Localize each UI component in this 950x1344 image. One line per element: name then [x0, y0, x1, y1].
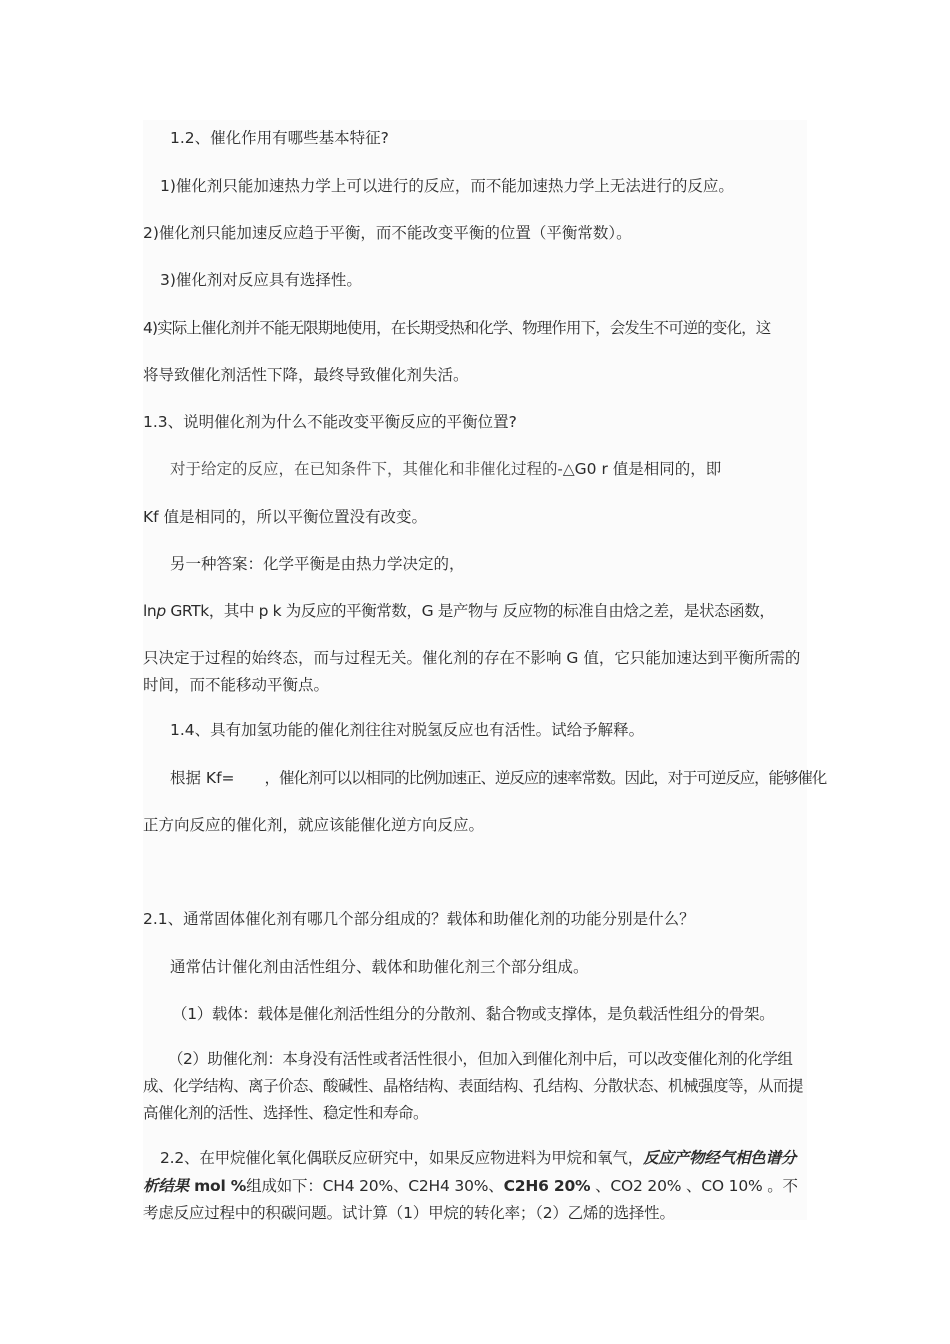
q2-1-answer-promoter: （2）助催化剂：本身没有活性或者活性很小，但加入到催化剂中后，可以改变催化剂的化学组成、化学结构、离子价态、酸碱性、晶格结构、表面结构、孔结构、分散状态、机械强度等，从而提高催化剂的活性、选择性、稳定性和寿命。: [143, 1050, 804, 1122]
q1-2-point-4-line2: 将导致催化剂活性下降，最终导致催化剂失活。: [143, 366, 469, 384]
q2-2-mid: 组成如下：CH4 20%、C2H4 30%、: [246, 1177, 504, 1195]
q2-2-serif-bold: 反应产物经气相色谱分析结果: [143, 1148, 797, 1195]
q1-2-point-4-line1: 4)实际上催化剂并不能无限期地使用，在长期受热和化学、物理作用下，会发生不可逆的变化，这: [143, 319, 771, 337]
q2-1-answer-1: 通常估计催化剂由活性组分、载体和助催化剂三个部分组成。: [170, 958, 589, 976]
ln-p: p: [156, 602, 166, 620]
q2-2-intro: 2.2、在甲烷催化氧化偶联反应研究中，如果反应物进料为甲烷和氧气，: [160, 1149, 644, 1167]
q1-4-answer-line2: 正方向反应的催化剂，就应该能催化逆方向反应。: [143, 816, 485, 834]
q1-3-ln-formula-line: [143, 600, 807, 622]
q1-2-point-3: 3)催化剂对反应具有选择性。: [160, 271, 362, 289]
q1-3-final-paragraph: 只决定于过程的始终态，而与过程无关。催化剂的存在不影响 G 值，它只能加速达到平衡所需的时间，而不能移动平衡点。: [143, 649, 801, 694]
q1-3-alternative: 另一种答案：化学平衡是由热力学决定的，: [170, 555, 465, 573]
q2-2-unit: mol %: [188, 1177, 247, 1195]
question-1-3-title: 1.3、说明催化剂为什么不能改变平衡反应的平衡位置?: [143, 413, 517, 431]
q2-2-c2h6: C2H6 20%: [503, 1177, 591, 1195]
question-2-1-title: 2.1、通常固体催化剂有哪几个部分组成的？载体和助催化剂的功能分别是什么？: [143, 910, 695, 928]
q1-3-answer-serif: 对于给定的反应，在已知条件下，其催化和非催化过程的-△: [170, 460, 575, 478]
q2-1-answer-support: （1）载体：载体是催化剂活性组分的分散剂、黏合物或支撑体，是负载活性组分的骨架。: [172, 1005, 775, 1023]
q1-3-answer-rest: G0 r 值是相同的，即: [574, 460, 722, 478]
q1-2-point-1: 1)催化剂只能加速热力学上可以进行的反应，而不能加速热力学上无法进行的反应。: [160, 177, 734, 195]
q2-2-tail: 、CO2 20% 、CO 10% 。不考虑反应过程中的积碳问题。试计算（1）甲烷的转化率；（2）乙烯的选择性。: [143, 1177, 798, 1222]
q1-4-kf-label: 根据 Kf=: [170, 769, 235, 787]
q1-4-answer-line1: [170, 767, 827, 789]
q1-4-answer-rest: ，催化剂可以以相同的比例加速正、逆反应的速率常数。因此，对于可逆反应，能够催化: [264, 769, 827, 787]
question-1-4-title: 1.4、具有加氢功能的催化剂往往对脱氢反应也有活性。试给予解释。: [170, 721, 645, 739]
q1-3-answer-line2: Kf 值是相同的，所以平衡位置没有改变。: [143, 508, 428, 526]
ln-rest: GRTk，其中 p k 为反应的平衡常数，G 是产物与 反应物的标准自由焓之差，是状态函数，: [165, 602, 775, 620]
ln-prefix: ln: [143, 602, 157, 620]
q1-2-point-2: 2)催化剂只能加速反应趋于平衡，而不能改变平衡的位置（平衡常数）。: [143, 224, 632, 242]
q1-3-answer-line1: [170, 458, 834, 480]
question-1-2-title: 1.2、催化作用有哪些基本特征?: [170, 129, 389, 147]
question-2-2: [143, 1144, 807, 1227]
